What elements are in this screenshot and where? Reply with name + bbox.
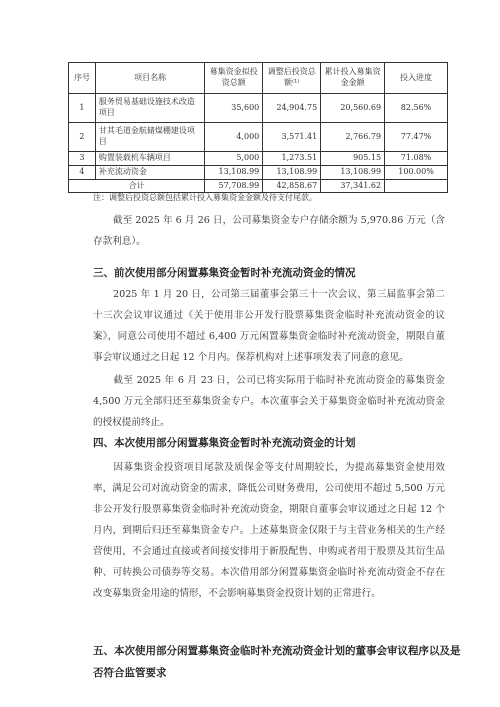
row-planned: 5,000 [205,152,263,166]
header-planned-total: 募集资金拟投资总额 [205,63,263,94]
table-footnote: 注：调整后投资总额包括累计投入募集资金金额及待支付尾款。 [93,193,317,202]
row-progress: 82.56% [385,94,448,123]
table-header-row [69,63,448,94]
row-planned: 35,600 [205,94,263,123]
total-planned: 57,708.99 [205,179,263,193]
row-no: 3 [69,152,96,166]
fund-usage-table [68,62,448,193]
row-planned: 13,108.99 [205,165,263,179]
section-3-paragraph-2 [93,370,445,433]
row-no: 1 [69,94,96,123]
table-row [69,94,448,123]
row-adjusted: 13,108.99 [263,165,321,179]
section-3-paragraph-1 [93,284,445,368]
row-name: 甘其毛道金航储煤棚建设项目 [95,123,204,152]
row-name: 服务贸易基础设施技术改造项目 [95,94,204,123]
row-invested: 905.15 [321,152,385,166]
header-no: 序号 [69,63,96,94]
table-row [69,123,448,152]
row-progress: 77.47% [385,123,448,152]
total-label: 合计 [69,179,205,193]
section-5-title: 五、本次使用部分闲置募集资金临时补充流动资金计划的董事会审议程序以及是否符合监管要求 [93,645,461,679]
section-4-paragraph-1 [93,457,445,604]
row-adjusted: 3,571.41 [263,123,321,152]
table-row [69,152,448,166]
row-adjusted: 24,904.75 [263,94,321,123]
balance-paragraph [93,210,445,252]
row-invested: 20,560.69 [321,94,385,123]
table-row [69,165,448,179]
row-name: 补充流动资金 [95,165,204,179]
total-adjusted: 42,858.67 [263,179,321,193]
header-project-name: 项目名称 [95,63,204,94]
table-total-row [69,179,448,193]
row-invested: 13,108.99 [321,165,385,179]
header-invested-amount: 累计投入募集资金金额 [321,63,385,94]
section-3-title: 三、前次使用部分闲置募集资金暂时补充流动资金的情况 [93,267,356,279]
header-adjusted-total: 调整后投资总额⁽¹⁾ [263,63,321,94]
section-4-p1-text: 因募集资金投资项目尾款及质保金等支付周期较长，为提高募集资金使用效率，满足公司对流动资金的需求，降低公司财务费用，公司使用不超过 5,500 万元非公开发行股票募集资金临时补充流动资金，期限自董事会审议通过之日起 12 个月内，到期后归还至募集资金专户。上述募集资金仅限于与主营业务相关的生产经营使用，不会通过直接或者间接安排用于新股配售、申购或者用于股票及其衍生品种、可转换公司债券等交易。本次借用部分闲置募集资金临时补充流动资金不存在改变募集资金用途的情形，不会影响募集资金投资计划的正常进行。 [93,462,445,599]
row-name: 购置装载机车辆项目 [95,152,204,166]
section-3-p2-text: 截至 2025 年 6 月 23 日，公司已将实际用于临时补充流动资金的募集资金 4,500 万元全部归还至募集资金专户。本次董事会关于募集资金临时补充流动资金的授权提前终止。 [93,375,445,428]
row-adjusted: 1,273.51 [263,152,321,166]
header-progress: 投入进度 [385,63,448,94]
row-no: 2 [69,123,96,152]
section-3-p1-text: 2025 年 1 月 20 日，公司第三届董事会第三十一次会议、第三届监事会第二十三次会议审议通过《关于使用非公开发行股票募集资金临时补充流动资金的议案》，同意公司使用不超过 6,400 万元闲置募集资金临时补充流动资金，期限自董事会审议通过之日起 12 个月内。保荐机构对上述事项发表了同意的意见。 [93,289,445,363]
row-planned: 4,000 [205,123,263,152]
row-invested: 2,766.79 [321,123,385,152]
total-invested: 37,341.62 [321,179,385,193]
row-progress: 71.08% [385,152,448,166]
section-4-title: 四、本次使用部分闲置募集资金暂时补充流动资金的计划 [93,437,356,449]
row-progress: 100.00% [385,165,448,179]
row-no: 4 [69,165,96,179]
total-progress [385,179,448,193]
balance-text: 截至 2025 年 6 月 26 日，公司募集资金专户存储余额为 5,970.86 万元（含存款利息）。 [93,215,445,247]
